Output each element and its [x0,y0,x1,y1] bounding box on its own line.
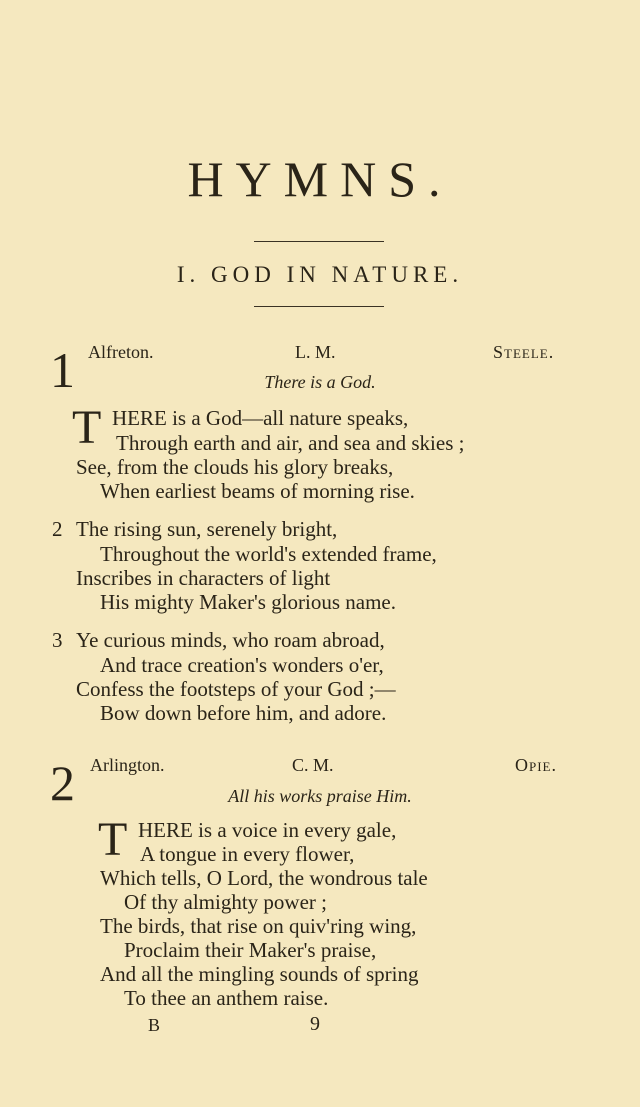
verse-line: Inscribes in characters of light [76,566,331,590]
verse-line: Ye curious minds, who roam abroad, [76,628,385,652]
hymn-subtitle: All his works praise Him. [228,786,412,806]
drop-cap: T [72,401,102,454]
verse-line: And all the mingling sounds of spring [100,962,419,986]
section-rule [254,306,384,307]
verse-number: 2 [52,517,63,541]
verse-line: Throughout the world's extended frame, [100,542,437,566]
section-title: I. GOD IN NATURE. [176,262,464,287]
drop-cap: T [98,813,128,866]
verse-line: Bow down before him, and adore. [100,701,387,725]
hymn-meter: C. M. [292,755,334,775]
verse-number: 3 [52,628,63,652]
verse-line: Proclaim their Maker's praise, [124,938,377,962]
verse-line: See, from the clouds his glory breaks, [76,455,394,479]
page-title: HYMNS. [187,151,453,207]
verse-line: HERE is a voice in every gale, [138,818,397,842]
verse-line: Through earth and air, and sea and skies ; [116,431,465,455]
verse-line: The rising sun, serenely bright, [76,517,338,541]
verse-line: Which tells, O Lord, the wondrous tale [100,866,428,890]
verse-line: Of thy almighty power ; [124,890,327,914]
verse-line: The birds, that rise on quiv'ring wing, [100,914,417,938]
hymn-subtitle: There is a God. [264,372,376,392]
verse-line: And trace creation's wonders o'er, [100,653,384,677]
verse-line: To thee an anthem raise. [124,986,329,1010]
verse-line: HERE is a God—all nature speaks, [112,406,409,430]
title-rule [254,241,384,242]
verse-line: A tongue in every flower, [140,842,355,866]
page-number: 9 [310,1013,320,1035]
hymn-meter: L. M. [295,342,336,362]
hymn-tune: Arlington. [90,755,165,775]
hymn-tune: Alfreton. [88,342,154,362]
hymn-author: Steele. [493,342,555,362]
hymn-number: 2 [50,755,75,811]
hymn-number: 1 [50,342,75,398]
verse-line: His mighty Maker's glorious name. [100,590,396,614]
signature-mark: B [148,1015,161,1035]
verse-line: Confess the footsteps of your God ;— [76,677,396,701]
verse-line: When earliest beams of morning rise. [100,479,415,503]
hymn-author: Opie. [515,755,557,775]
